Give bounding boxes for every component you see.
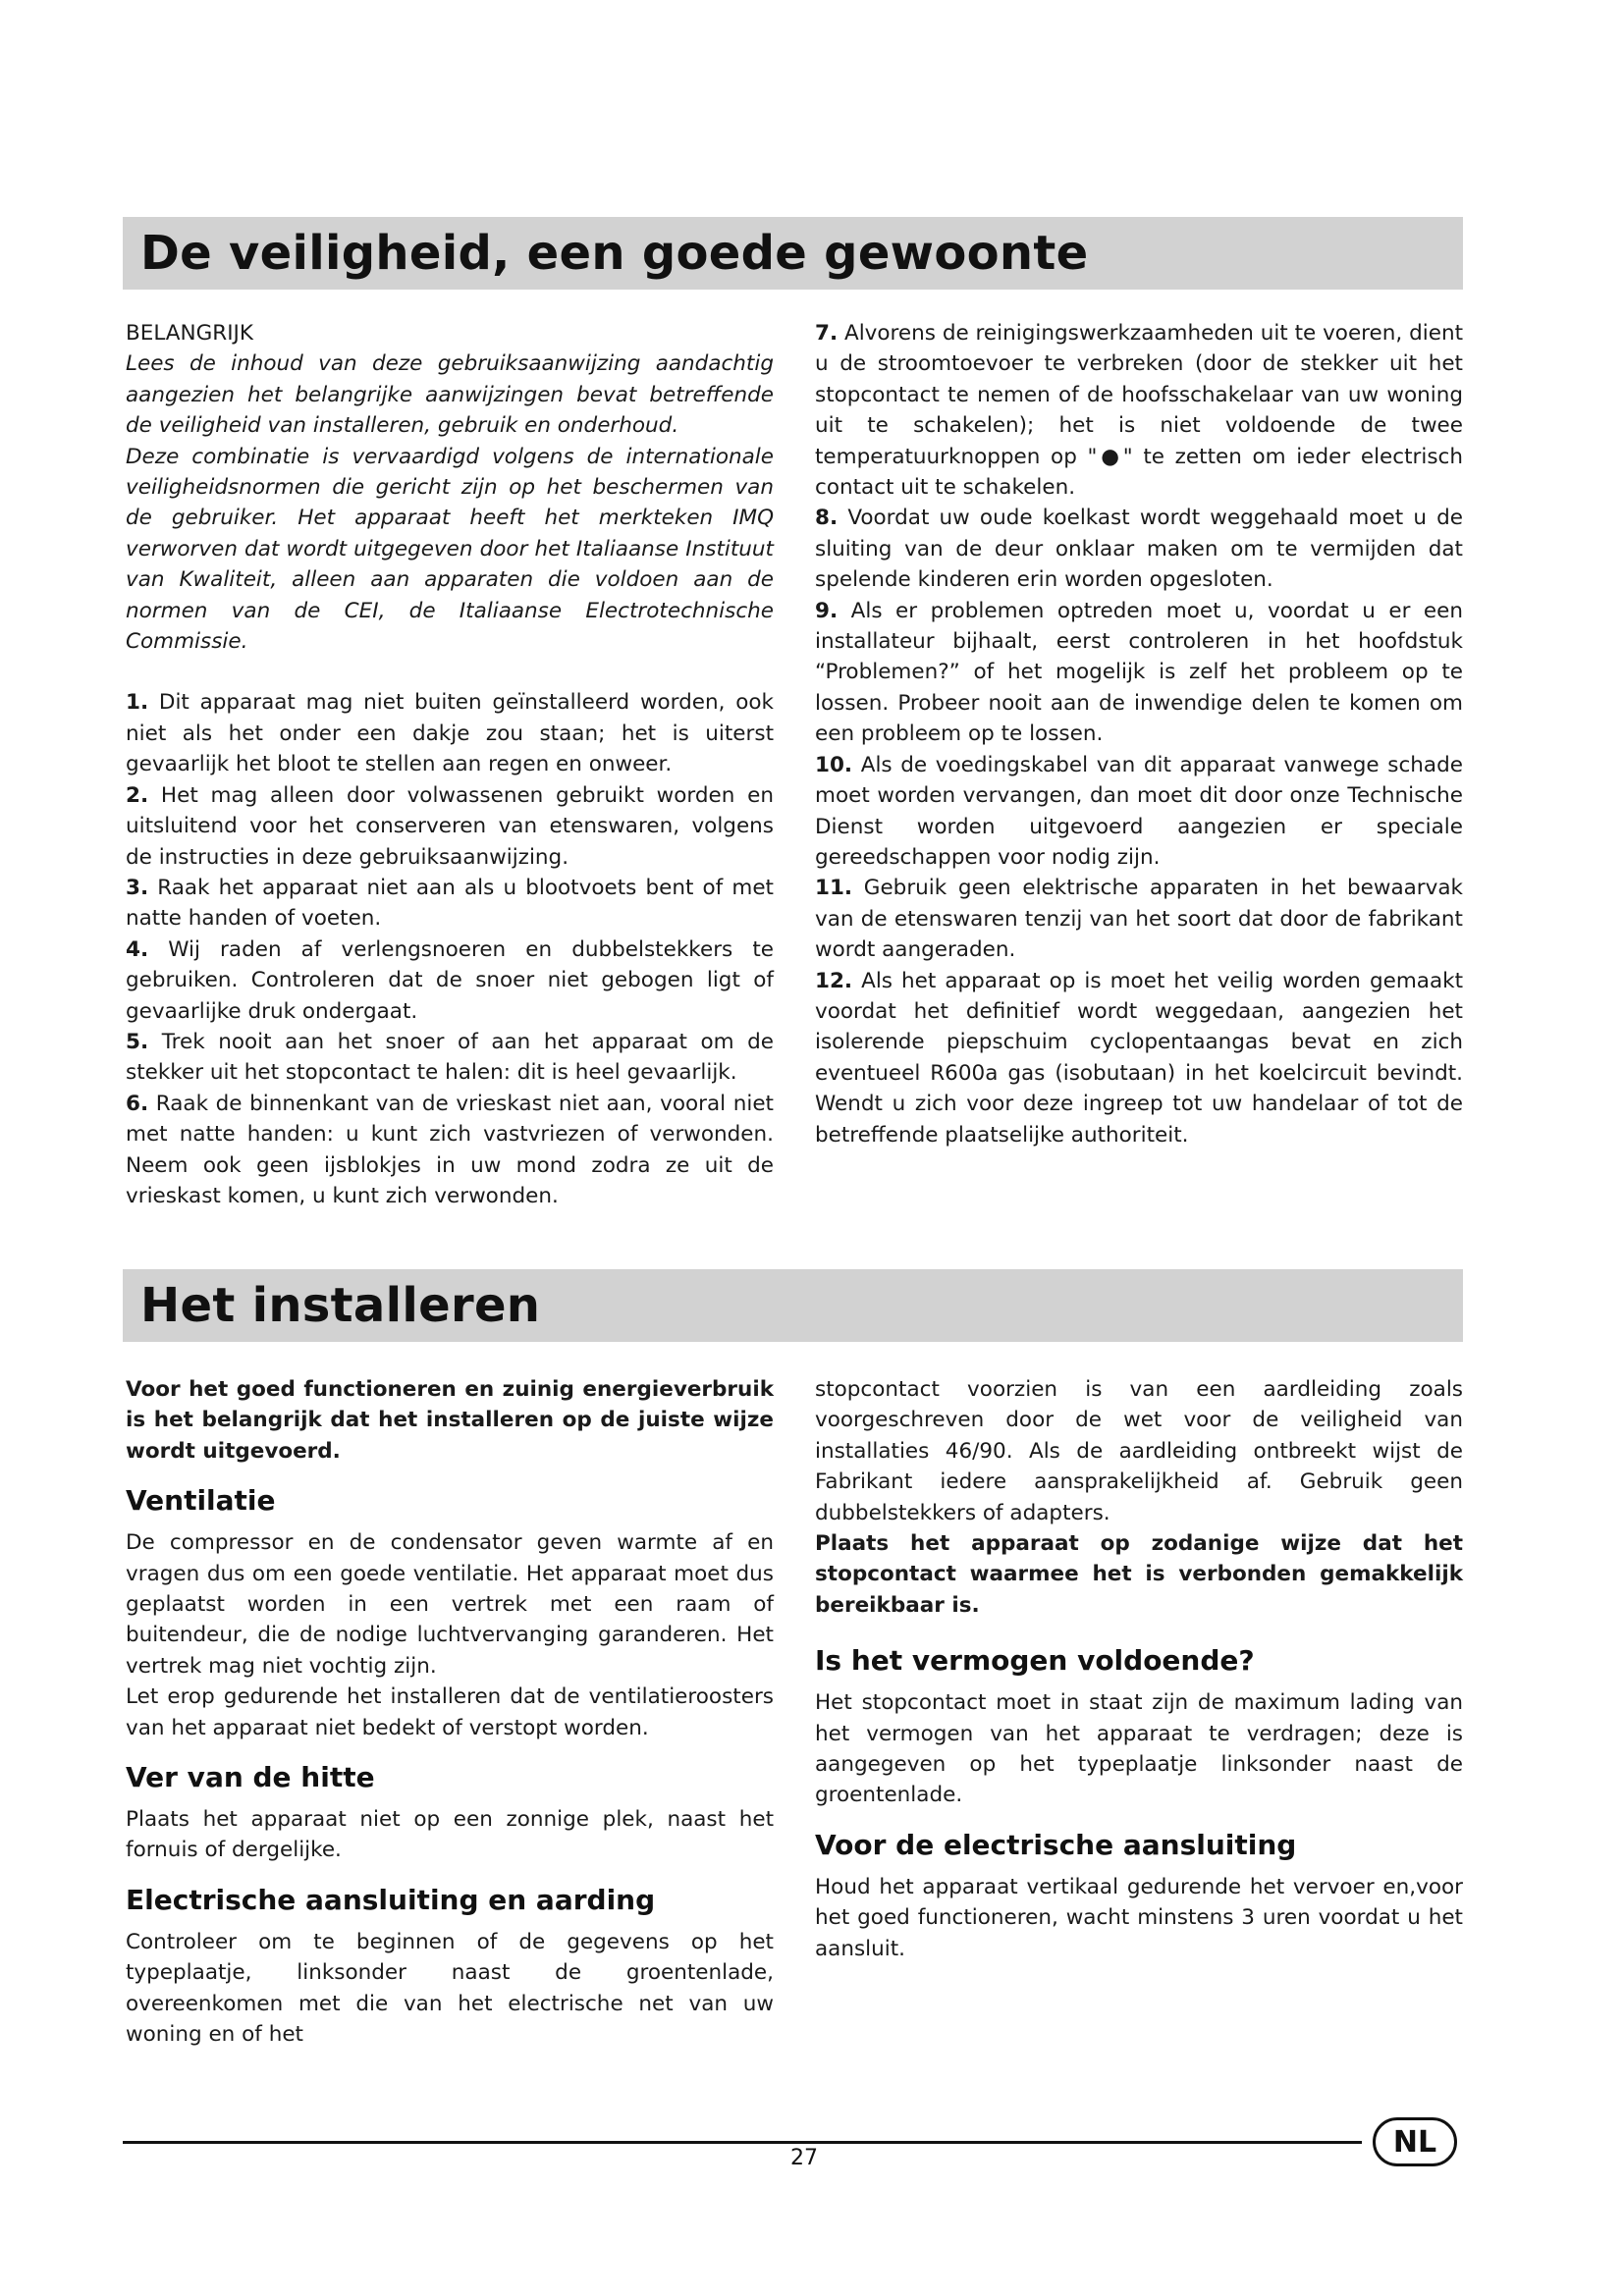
aansluiting-text: Houd het apparaat vertikaal gedurende het vervoer en,voor het goed functioneren, wacht minstens 3 uren voordat u het aansluit. bbox=[815, 1874, 1463, 1961]
heading-vermogen: Is het vermogen voldoende? bbox=[815, 1644, 1255, 1678]
heading-aansluiting: Voor de electrische aansluiting bbox=[815, 1828, 1297, 1861]
section-banner-installation bbox=[123, 1269, 1463, 1342]
safety-item-2: 2. Het mag alleen door volwassenen gebruikt worden en uitsluitend voor het conserveren van etenswaren, volgens de instructies in deze gebruiksaanwijzing. bbox=[126, 782, 774, 870]
aarding-bold-note: Plaats het apparaat op zodanige wijze dat het stopcontact waarmee het is verbonden gemakkelijk bereikbaar is. bbox=[815, 1531, 1463, 1618]
safety-item-7: 7. Alvorens de reinigingswerkzaamheden uit te voeren, dient u de stroomtoevoer te verbreken (door de stekker uit het stopcontact te nemen of de hoofsschakelaar van uw woning uit te schakelen); het is niet voldoende de twee temperatuurknoppen op "●" te zetten om ieder electrisch contact uit te schakelen. bbox=[815, 321, 1463, 501]
important-label: BELANGRIJK bbox=[126, 321, 253, 346]
installation-column-left bbox=[126, 1374, 774, 2051]
vermogen-text: Het stopcontact moet in staat zijn de maximum lading van het vermogen van het apparaat te verdragen; deze is aangegeven op het typeplaatje linksonder naast de groentenlade. bbox=[815, 1690, 1463, 1808]
section-banner-safety bbox=[123, 217, 1463, 290]
aarding-text-part1: Controleer om te beginnen of de gegevens op het typeplaatje, linksonder naast de groentenlade, overeenkomen met die van het electrische net van uw woning en of het bbox=[126, 1929, 774, 2048]
intro-text: Lees de inhoud van deze gebruiksaanwijzing aandachtig aangezien het belangrijke aanwijzingen bevat betreffende de veiligheid van installeren, gebruik en onderhoud. bbox=[126, 351, 774, 439]
combination-text: Deze combinatie is vervaardigd volgens de internationale veiligheidsnormen die gericht zijn op het beschermen van de gebruiker. Het apparaat heeft het merkteken IMQ verworven dat wordt uitgegeven door het Italiaanse Instituut van Kwaliteit, alleen aan apparaten die voldoen aan de normen van de CEI, de Italiaanse Electrotechnische Commissie. bbox=[126, 444, 774, 655]
safety-column-left bbox=[126, 318, 774, 1211]
hitte-text: Plaats het apparaat niet op een zonnige plek, naast het fornuis of dergelijke. bbox=[126, 1807, 774, 1863]
safety-column-right bbox=[815, 318, 1463, 1150]
heading-ventilatie: Ventilatie bbox=[126, 1484, 276, 1518]
aarding-text-part2: stopcontact voorzien is van een aardleiding zoals voorgeschreven door de wet voor de veiligheid van installaties 46/90. Als de aardleiding ontbreekt wijst de Fabrikant iedere aansprakelijkheid af. Gebruik geen dubbelstekkers of adapters. bbox=[815, 1377, 1463, 1525]
installation-column-right bbox=[815, 1374, 1463, 1964]
language-badge: NL bbox=[1373, 2117, 1457, 2166]
safety-item-11: 11. Gebruik geen elektrische apparaten in het bewaarvak van de etenswaren tenzij van het soort dat door de fabrikant wordt aangeraden. bbox=[815, 876, 1463, 963]
installation-lead: Voor het goed functioneren en zuinig energieverbruik is het belangrijk dat het installeren op de juiste wijze wordt uitgevoerd. bbox=[126, 1377, 774, 1464]
ventilatie-text-2: Let erop gedurende het installeren dat de ventilatieroosters van het apparaat niet bedekt of verstopt worden. bbox=[126, 1684, 774, 1740]
section-title-installation: Het installeren bbox=[140, 1278, 541, 1333]
safety-item-12: 12. Als het apparaat op is moet het veilig worden gemaakt voordat het definitief wordt weggedaan, aangezien het isolerende piepschuim cyclopentaangas bevat en zich eventueel R600a gas (isobutaan) in het koelcircuit bevindt. Wendt u zich voor deze ingreep tot uw handelaar of tot de betreffende plaatselijke authoriteit. bbox=[815, 968, 1463, 1148]
footer-rule bbox=[123, 2141, 1362, 2144]
safety-item-4: 4. Wij raden af verlengsnoeren en dubbelstekkers te gebruiken. Controleren dat de snoer niet gebogen ligt of gevaarlijke druk ondergaat. bbox=[126, 936, 774, 1024]
heading-hitte: Ver van de hitte bbox=[126, 1761, 375, 1794]
ventilatie-text-1: De compressor en de condensator geven warmte af en vragen dus om een goede ventilatie. Het apparaat moet dus geplaatst worden in een vertrek met een raam of buitendeur, die de nodige luchtvervanging garanderen. Het vertrek mag niet vochtig zijn. bbox=[126, 1530, 774, 1679]
page-number: 27 bbox=[790, 2146, 818, 2170]
safety-item-9: 9. Als er problemen optreden moet u, voordat u er een installateur bijhaalt, eerst controleren in het hoofdstuk “Problemen?” of het mogelijk is zelf het probleem op te lossen. Probeer nooit aan de inwendige delen te komen om een probleem op te lossen. bbox=[815, 598, 1463, 747]
safety-item-10: 10. Als de voedingskabel van dit apparaat vanwege schade moet worden vervangen, dan moet dit door onze Technische Dienst worden uitgevoerd aangezien er speciale gereedschappen voor nodig zijn. bbox=[815, 752, 1463, 870]
section-title-safety: De veiligheid, een goede gewoonte bbox=[140, 226, 1089, 281]
safety-item-6: 6. Raak de binnenkant van de vrieskast niet aan, vooral niet met natte handen: u kunt zich vastvriezen of verwonden. Neem ook geen ijsblokjes in uw mond zodra ze uit de vrieskast komen, u kunt zich verwonden. bbox=[126, 1091, 774, 1208]
heading-aarding: Electrische aansluiting en aarding bbox=[126, 1883, 656, 1916]
safety-item-5: 5. Trek nooit aan het snoer of aan het apparaat om de stekker uit het stopcontact te halen: dit is heel gevaarlijk. bbox=[126, 1029, 774, 1086]
safety-item-1: 1. Dit apparaat mag niet buiten geïnstalleerd worden, ook niet als het onder een dakje zou staan; het is uiterst gevaarlijk het bloot te stellen aan regen en onweer. bbox=[126, 690, 774, 777]
safety-item-3: 3. Raak het apparaat niet aan als u blootvoets bent of met natte handen of voeten. bbox=[126, 875, 774, 932]
safety-item-8: 8. Voordat uw oude koelkast wordt weggehaald moet u de sluiting van de deur onklaar maken om te vermijden dat spelende kinderen erin worden opgesloten. bbox=[815, 506, 1463, 593]
